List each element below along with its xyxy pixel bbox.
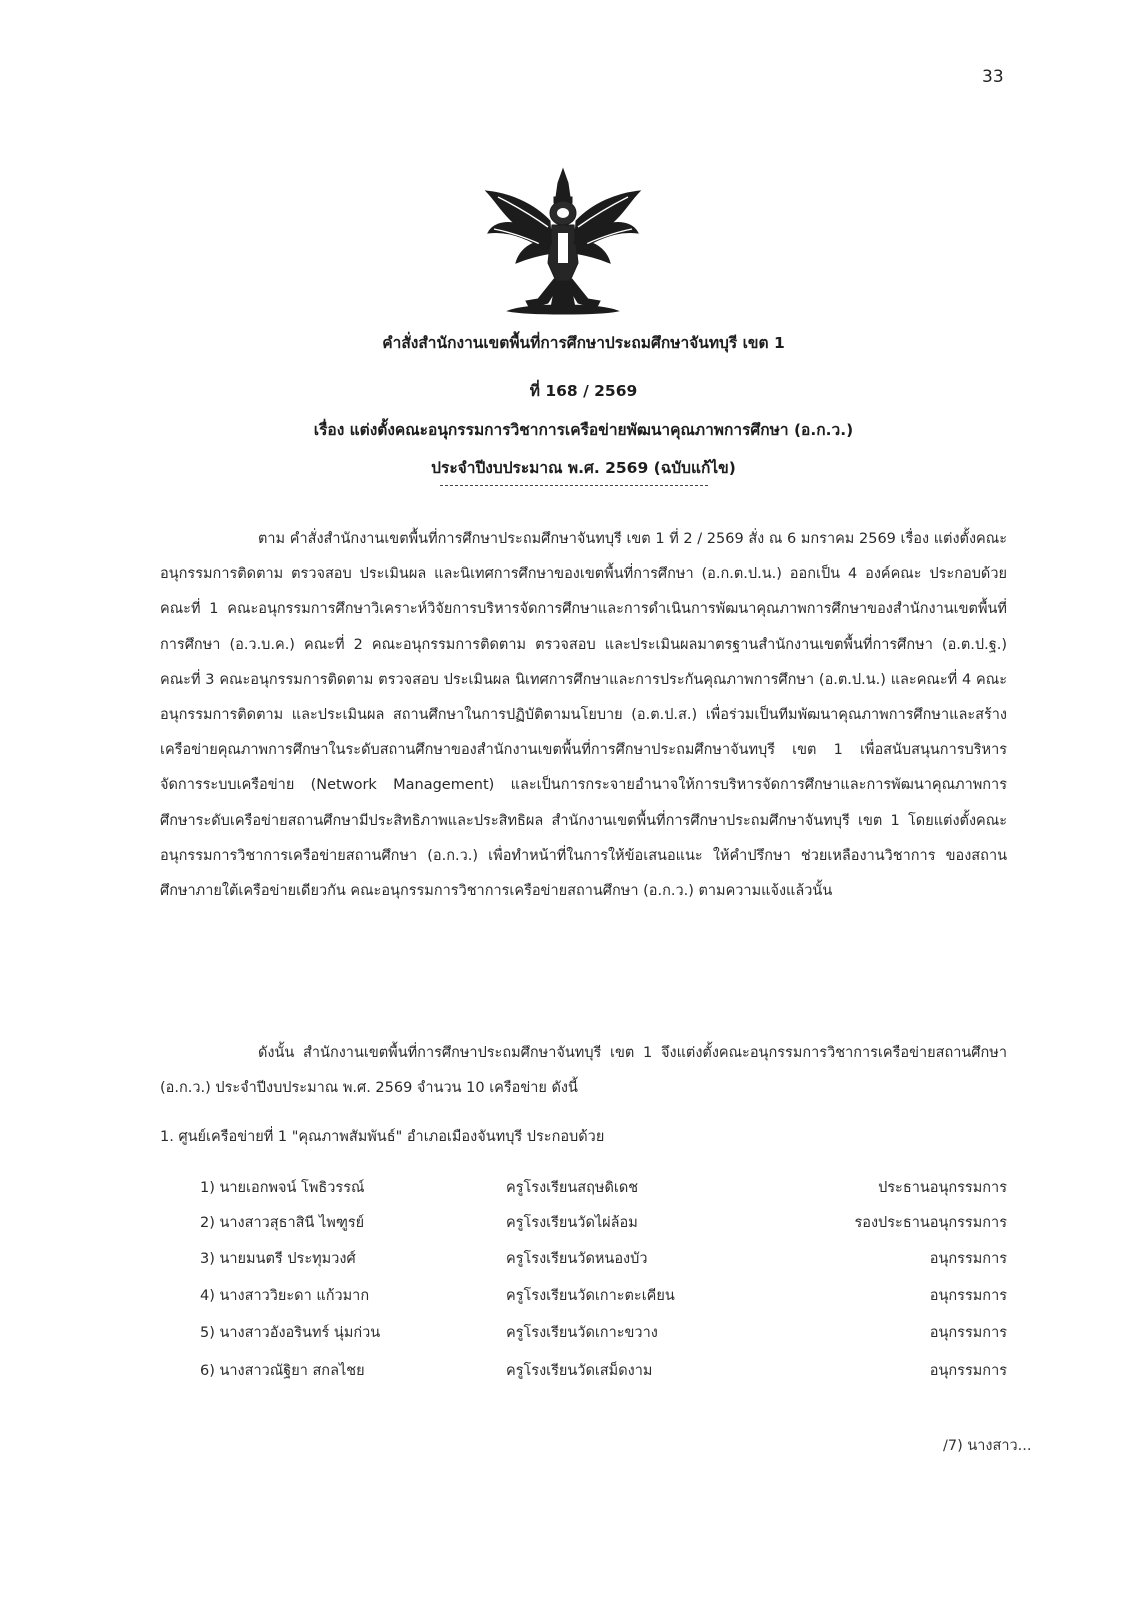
member-name: 5) นางสาวอังอรินทร์ นุ่มก่วน <box>200 1325 381 1341</box>
member-name: 6) นางสาวณัฐิยา สกลไชย <box>200 1363 365 1379</box>
member-school: ครูโรงเรียนวัดเสม็ดงาม <box>506 1363 653 1379</box>
member-name: 4) นางสาววิยะดา แก้วมาก <box>200 1288 370 1304</box>
title-divider <box>440 485 708 486</box>
body-paragraph-2: ดังนั้น สำนักงานเขตพื้นที่การศึกษาประถมศึกษาจันทบุรี เขต 1 จึงแต่งตั้งคณะอนุกรรมการวิชาการเครือข่ายสถานศึกษา (อ.ก.ว.) ประจำปีงบประมาณ พ.ศ. 2569 จำนวน 10 เครือข่าย ดังนี้ <box>160 1045 1007 1097</box>
member-row <box>200 1247 1007 1277</box>
member-row <box>200 1284 1007 1314</box>
member-name: 3) นายมนตรี ประทุมวงศ์ <box>200 1251 356 1267</box>
network-heading: 1. ศูนย์เครือข่ายที่ 1 "คุณภาพสัมพันธ์" อำเภอเมืองจันทบุรี ประกอบด้วย <box>160 1129 605 1145</box>
order-subject: เรื่อง แต่งตั้งคณะอนุกรรมการวิชาการเครือข่ายพัฒนาคุณภาพการศึกษา (อ.ก.ว.) <box>313 421 854 439</box>
order-title: คำสั่งสำนักงานเขตพื้นที่การศึกษาประถมศึกษาจันทบุรี เขต 1 <box>382 334 785 352</box>
continuation-note: /7) นางสาว... <box>943 1438 1032 1454</box>
order-number: ที่ 168 / 2569 <box>529 382 638 400</box>
member-row <box>200 1359 1007 1389</box>
member-name: 2) นางสาวสุธาสินี ไพฑูรย์ <box>200 1215 365 1231</box>
member-school: ครูโรงเรียนวัดเกาะขวาง <box>506 1325 658 1341</box>
member-school: ครูโรงเรียนวัดเกาะตะเคียน <box>506 1288 675 1304</box>
member-name: 1) นายเอกพจน์ โพธิวรรณ์ <box>200 1180 365 1196</box>
member-school: ครูโรงเรียนสฤษดิเดช <box>506 1180 639 1196</box>
member-role: อนุกรรมการ <box>929 1288 1007 1304</box>
member-row <box>200 1211 1007 1241</box>
member-row <box>200 1176 1007 1206</box>
member-role: ประธานอนุกรรมการ <box>878 1180 1007 1196</box>
body-paragraph-1: ตาม คำสั่งสำนักงานเขตพื้นที่การศึกษาประถมศึกษาจันทบุรี เขต 1 ที่ 2 / 2569 สั่ง ณ 6 มกราคม 2569 เรื่อง แต่งตั้งคณะอนุกรรมการติดตาม ตรวจสอบ ประเมินผล และนิเทศการศึกษาของเขตพื้นที่การศึกษา (อ.ก.ต.ป.น.) ออกเป็น 4 องค์คณะ ประกอบด้วย คณะที่ 1 คณะอนุกรรมการศึกษาวิเคราะห์วิจัยการบริหารจัดการศึกษาและการดำเนินการพัฒนาคุณภาพการศึกษาของสำนักงานเขตพื้นที่การศึกษา (อ.ว.บ.ค.) คณะที่ 2 คณะอนุกรรมการติดตาม ตรวจสอบ และประเมินผลมาตรฐานสำนักงานเขตพื้นที่การศึกษา (อ.ต.ป.ฐ.) คณะที่ 3 คณะอนุกรรมการติดตาม ตรวจสอบ ประเมินผล นิเทศการศึกษาและการประกันคุณภาพการศึกษา (อ.ต.ป.น.) และคณะที่ 4 คณะอนุกรรมการติดตาม และประเมินผล สถานศึกษาในการปฏิบัติตามนโยบาย (อ.ต.ป.ส.) เพื่อร่วมเป็นทีมพัฒนาคุณภาพการศึกษาและสร้างเครือข่ายคุณภาพการศึกษาในระดับสถานศึกษาของสำนักงานเขตพื้นที่การศึกษาประถมศึกษาจันทบุรี เขต 1 เพื่อสนับสนุนการบริหารจัดการระบบเครือข่าย (Network Management) และเป็นการกระจายอำนาจให้การบริหารจัดการศึกษาและการพัฒนาคุณภาพการศึกษาระดับเครือข่ายสถานศึกษามีประสิทธิภาพและประสิทธิผล สำนักงานเขตพื้นที่การศึกษาประถมศึกษาจันทบุรี เขต 1 โดยแต่งตั้งคณะอนุกรรมการวิชาการเครือข่ายสถานศึกษา (อ.ก.ว.) เพื่อทำหน้าที่ในการให้ข้อเสนอแนะ ให้คำปรึกษา ช่วยเหลืองานวิชาการ ของสถานศึกษาภายใต้เครือข่ายเดียวกัน คณะอนุกรรมการวิชาการเครือข่ายสถานศึกษา (อ.ก.ว.) ตามความแจ้งแล้วนั้น <box>160 531 1007 900</box>
member-role: อนุกรรมการ <box>929 1251 1007 1267</box>
member-role: อนุกรรมการ <box>929 1363 1007 1379</box>
member-row <box>200 1321 1007 1351</box>
page-number: 33 <box>982 67 1004 87</box>
fiscal-year-line: ประจำปีงบประมาณ พ.ศ. 2569 (ฉบับแก้ไข) <box>431 459 736 477</box>
member-school: ครูโรงเรียนวัดหนองบัว <box>506 1251 648 1267</box>
member-role: อนุกรรมการ <box>929 1325 1007 1341</box>
member-school: ครูโรงเรียนวัดไผ่ล้อม <box>506 1215 638 1231</box>
garuda-emblem-icon <box>478 163 648 323</box>
member-role: รองประธานอนุกรรมการ <box>854 1215 1007 1231</box>
